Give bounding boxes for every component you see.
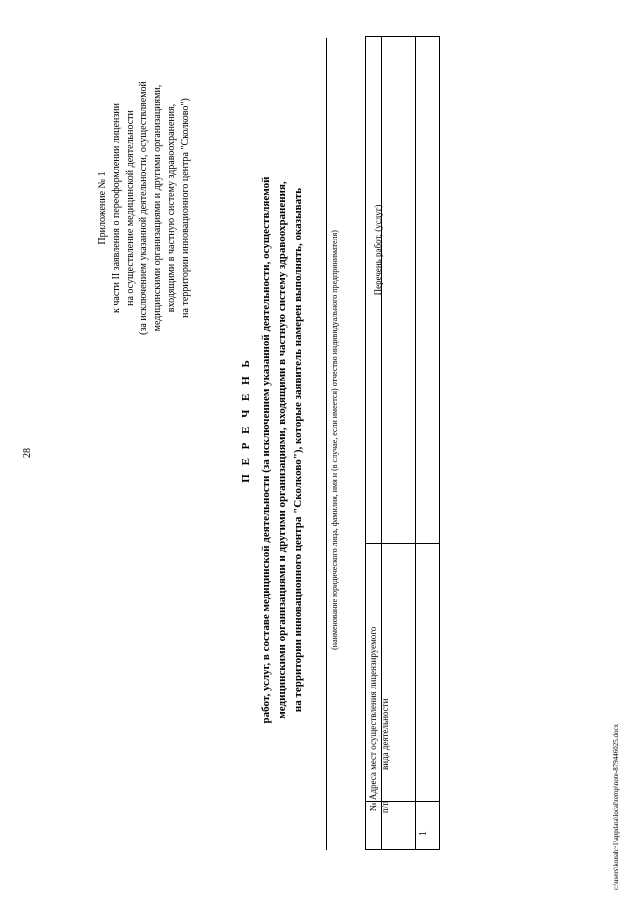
table-row-divider	[366, 543, 439, 544]
annex-line: на территории инновационного центра "Сколково")	[179, 98, 191, 318]
subtitle-line: на территории инновационного центра "Сколково"), которые заявитель намерен выполнять, оказывать	[292, 187, 304, 713]
subtitle-line: медицинскими организациями и другими организациями, входящими в частную систему здравоохранения,	[276, 181, 288, 719]
header-text: Адреса мест осуществления лицензируемого	[368, 626, 378, 800]
annex-line: (за исключением указанной деятельности, осуществляемой	[138, 81, 150, 335]
header-services: Перечень работ, (услуг)	[373, 204, 383, 296]
file-path: c:\users\konah~1\appdata\local\temp\note-879446025.docx	[612, 723, 620, 890]
applicant-name-hint: (наименование юридического лица, фамилия, имя и (в случае, если имеется) отчество индивидуального предпринимателя)	[330, 230, 339, 650]
applicant-name-line	[326, 38, 327, 850]
table-row-number: 1	[418, 831, 429, 836]
document-title: П Е Р Е Ч Е Н Ь	[240, 357, 252, 483]
annex-line: на осуществление медицинской деятельности	[124, 110, 136, 306]
annex-line: к части II заявления о переоформлении лицензии	[110, 103, 122, 313]
header-text: №	[368, 802, 378, 812]
page-number: 28	[22, 448, 33, 458]
header-text: п/п	[380, 800, 390, 814]
table-column-divider	[415, 37, 416, 849]
annex-line: медицинскими организациями и другими организациями,	[152, 84, 164, 332]
document-subtitle	[258, 130, 306, 770]
annex-line: входящими в частную систему здравоохранения,	[165, 103, 177, 313]
header-text: вида деятельности	[380, 698, 390, 770]
header-address	[367, 550, 391, 800]
subtitle-line: работ, услуг, в составе медицинской деятельности (за исключением указанной деятельности, осуществляемой	[260, 176, 272, 724]
annex-header	[96, 48, 193, 368]
annex-line: Приложение № 1	[97, 171, 108, 245]
